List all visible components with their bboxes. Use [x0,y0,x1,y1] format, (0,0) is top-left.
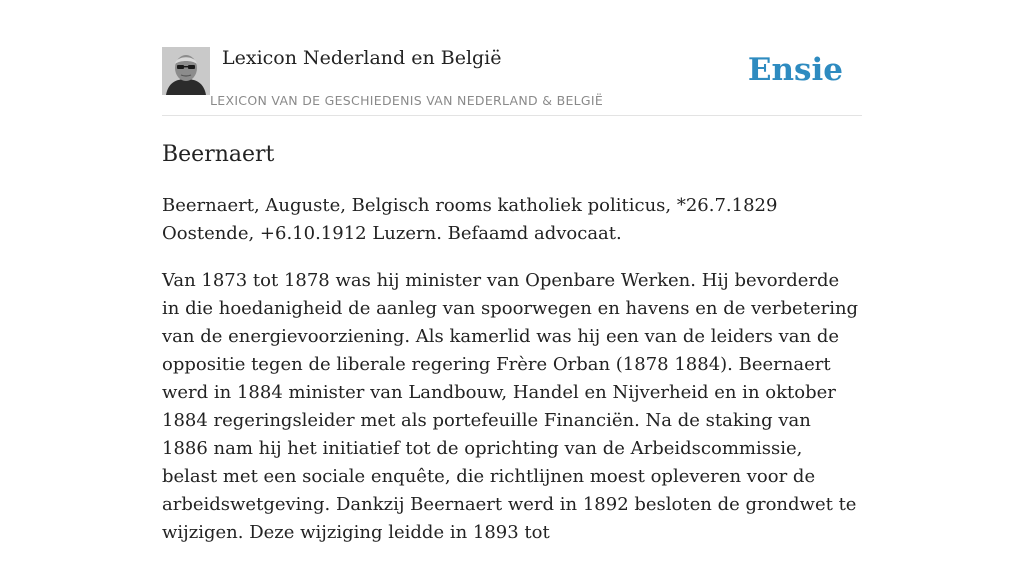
entry-title: Beernaert [162,142,275,167]
author-avatar[interactable] [162,47,210,95]
page [162,0,862,543]
header-divider [162,115,862,116]
entry-body [162,192,862,566]
lexicon-subtitle[interactable]: LEXICON VAN DE GESCHIEDENIS VAN NEDERLAND & BELGIË [210,93,604,108]
lexicon-title[interactable]: Lexicon Nederland en België [222,47,502,69]
entry-paragraph-2: Van 1873 tot 1878 was hij minister van Openbare Werken. Hij bevorderde in die hoedanigheid de aanleg van spoorwegen en havens en de verbetering van de energievoorziening. Als kamerlid was hij een van de leiders van de oppositie tegen de liberale regering Frère Orban (1878 1884). Beernaert werd in 1884 minister van Landbouw, Handel en Nijverheid en in oktober 1884 regeringsleider met als portefeuille Financiën. Na de staking van 1886 nam hij het initiatief tot de oprichting van de Arbeidscommissie, belast met een sociale enquête, die richtlijnen moest opleveren voor de arbeidswetgeving. Dankzij Beernaert werd in 1892 besloten de grondwet te wijzigen. Deze wijziging leidde in 1893 tot [162,270,859,543]
ensie-logo[interactable]: Ensie [747,52,843,88]
entry-paragraph-1: Beernaert, Auguste, Belgisch rooms katholiek politicus, *26.7.1829 Oostende, +6.10.1912 Luzern. Befaamd advocaat. [162,195,778,244]
author-portrait-icon [162,47,210,95]
